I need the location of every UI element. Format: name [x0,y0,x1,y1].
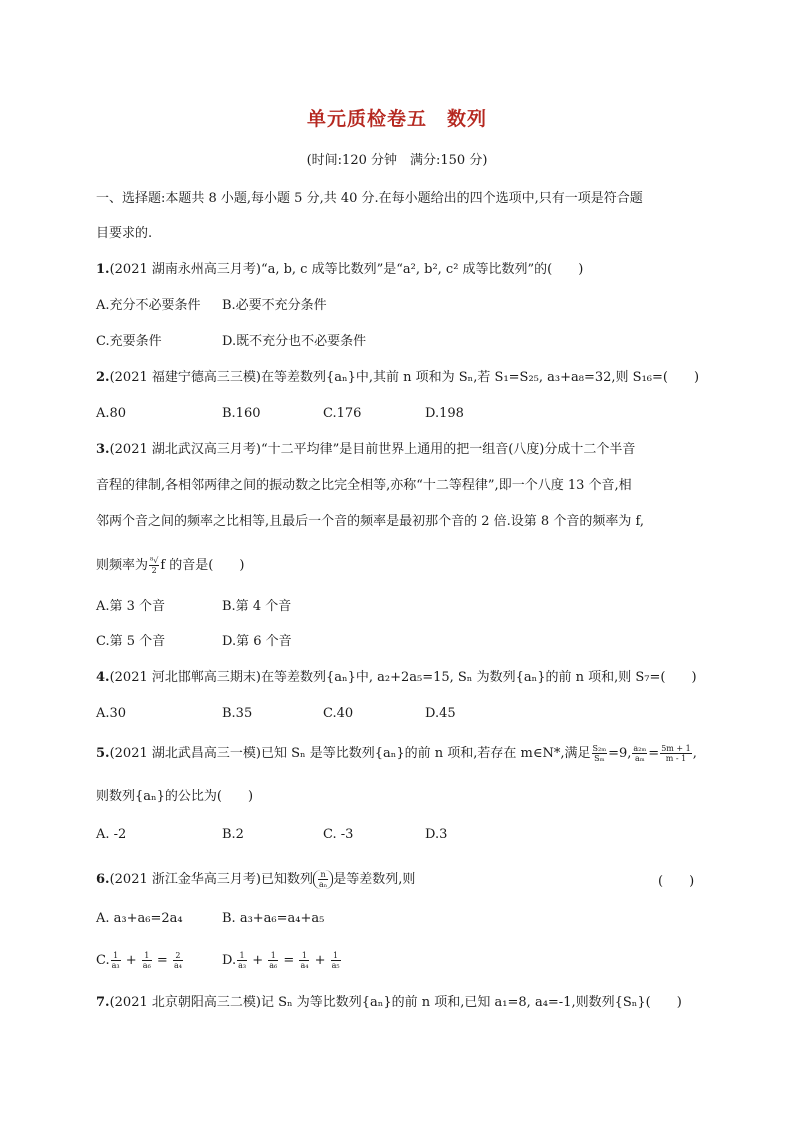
fraction-numerator: 1 [111,951,121,961]
q4-option-d[interactable]: D.45 [425,706,456,721]
fraction-n-over-an [318,870,328,889]
q1-option-c[interactable]: C.充要条件 [96,334,162,349]
section-instruction-line1: 一、选择题:本题共 8 小题,每小题 5 分,共 40 分.在每小题给出的四个选项中,只有一项是符合题 [96,191,643,206]
plus-sign: + [252,953,264,968]
question-text: (2021 北京朝阳高三二模)记 Sₙ 为等比数列{aₙ}的前 n 项和,已知 a₁=8, a₄=-1,则数列{Sₙ}( ) [109,995,682,1010]
question-number: 1. [96,262,110,277]
q3-option-a[interactable]: A.第 3 个音 [96,599,166,614]
fraction-denominator: a₆ [269,961,278,970]
eighth-root-2-fraction [149,556,159,575]
section-instruction-line2: 目要求的. [96,226,153,241]
fraction-5m1-over-m1 [660,744,692,763]
question-7 [96,994,682,1012]
fraction-numerator: 5m + 1 [661,744,691,753]
question-text-line1: (2021 湖北武汉高三月考)“十二平均律”是目前世界上通用的把一组音(八度)分成十二个半音 [109,442,636,457]
fraction-numerator: a₂ₘ [633,744,647,753]
option-letter: D. [222,953,237,968]
question-3-line3: 邻两个音之间的频率之比相等,且最后一个音的频率是最初那个音的 2 倍.设第 8 个音的频率为 f, [96,514,644,529]
fraction-a2m-over-am [632,744,647,763]
question-5 [96,744,697,763]
question-5-line2: 则数列{aₙ}的公比为( ) [96,789,254,804]
fraction-denominator: a₃ [238,961,247,970]
question-4 [96,669,697,687]
question-number: 6. [96,872,110,887]
q6-option-b[interactable]: B. a₃+a₆=a₄+a₅ [222,911,325,926]
question-number: 2. [96,370,110,385]
fraction-denominator: m - 1 [665,754,687,763]
question-number: 5. [96,746,110,761]
question-2 [96,369,699,387]
fraction-numerator: 1 [299,951,309,961]
fraction [173,951,183,970]
fraction [111,951,121,970]
fraction-denominator: aₙ [318,880,328,889]
fraction [142,951,152,970]
question-6 [96,870,415,889]
text-segment: 是等差数列,则 [333,872,416,887]
plus-sign: + [314,953,326,968]
question-text: (2021 湖北武昌高三一模)已知 Sₙ 是等比数列{aₙ}的前 n 项和,若存在 m∈N*,满足 [109,746,591,761]
page-title: 单元质检卷五 数列 [306,108,487,130]
text-segment: f 的音是( ) [160,558,245,573]
q2-option-b[interactable]: B.160 [222,406,261,421]
question-number: 7. [96,995,110,1010]
q1-option-d[interactable]: D.既不充分也不必要条件 [222,334,367,349]
question-text: (2021 湖南永州高三月考)“a, b, c 成等比数列”是“a², b², c² 成等比数列”的( ) [109,262,584,277]
question-text: (2021 浙江金华高三月考)已知数列 [109,872,313,887]
fraction-numerator: ⁸√ [150,556,159,565]
q2-option-d[interactable]: D.198 [425,406,464,421]
option-letter: C. [96,953,110,968]
equals-sign: = [283,953,295,968]
text-segment: = [648,746,660,761]
fraction-numerator: S₂ₘ [592,744,607,753]
plus-sign: + [125,953,137,968]
fraction [299,951,309,970]
fraction-denominator: aₘ [635,754,645,763]
q3-option-d[interactable]: D.第 6 个音 [222,634,292,649]
q1-option-b[interactable]: B.必要不充分条件 [222,298,327,313]
question-text: (2021 河北邯郸高三期末)在等差数列{aₙ}中, a₂+2a₅=15, Sₙ 为数列{aₙ}的前 n 项和,则 S₇=( ) [109,670,697,685]
q5-option-b[interactable]: B.2 [222,827,244,842]
fraction-denominator: a₆ [142,961,151,970]
fraction-numerator: 1 [142,951,152,961]
text-segment: =9, [608,746,632,761]
answer-bracket: ( ) [658,874,695,889]
fraction-numerator: 2 [173,951,183,961]
fraction-s2m-over-sm [592,744,608,763]
q2-option-a[interactable]: A.80 [96,406,127,421]
question-3 [96,441,635,459]
q4-option-c[interactable]: C.40 [323,706,354,721]
fraction-numerator: 1 [331,951,341,961]
q4-option-a[interactable]: A.30 [96,706,127,721]
q2-option-c[interactable]: C.176 [323,406,362,421]
fraction-numerator: n [318,870,328,880]
fraction [237,951,247,970]
q5-option-a[interactable]: A. -2 [96,827,127,842]
question-text: (2021 福建宁德高三三模)在等差数列{aₙ}中,其前 n 项和为 Sₙ,若 S₁=S₂₅, a₃+a₈=32,则 S₁₆=( ) [109,370,700,385]
text-segment: , [692,746,697,761]
q1-option-a[interactable]: A.充分不必要条件 [96,298,201,313]
q4-option-b[interactable]: B.35 [222,706,253,721]
fraction-numerator: 1 [268,951,278,961]
q3-option-b[interactable]: B.第 4 个音 [222,599,292,614]
exam-info: (时间:120 分钟 满分:150 分) [306,153,488,168]
fraction [331,951,341,970]
question-number: 3. [96,442,110,457]
fraction-denominator: a₃ [111,961,120,970]
q5-option-d[interactable]: D.3 [425,827,448,842]
fraction-denominator: a₄ [300,961,309,970]
q3-option-c[interactable]: C.第 5 个音 [96,634,166,649]
question-number: 4. [96,670,110,685]
question-3-line2: 音程的律制,各相邻两律之间的振动数之比完全相等,亦称“十二等程律”,即一个八度 13 个音,相 [96,478,632,493]
fraction-denominator: 2 [151,566,157,575]
equals-sign: = [156,953,168,968]
fraction-numerator: 1 [237,951,247,961]
fraction-denominator: Sₘ [594,754,605,763]
sequence-bracket [313,870,333,889]
question-1 [96,261,583,279]
fraction [268,951,278,970]
q6-option-d[interactable] [222,951,342,970]
text-segment: 则频率为 [96,558,149,573]
q6-option-a[interactable]: A. a₃+a₆=2a₄ [96,911,183,926]
question-3-line4 [96,556,244,575]
q6-option-c[interactable] [96,951,184,970]
q5-option-c[interactable]: C. -3 [323,827,354,842]
fraction-denominator: a₅ [331,961,340,970]
fraction-denominator: a₄ [173,961,182,970]
